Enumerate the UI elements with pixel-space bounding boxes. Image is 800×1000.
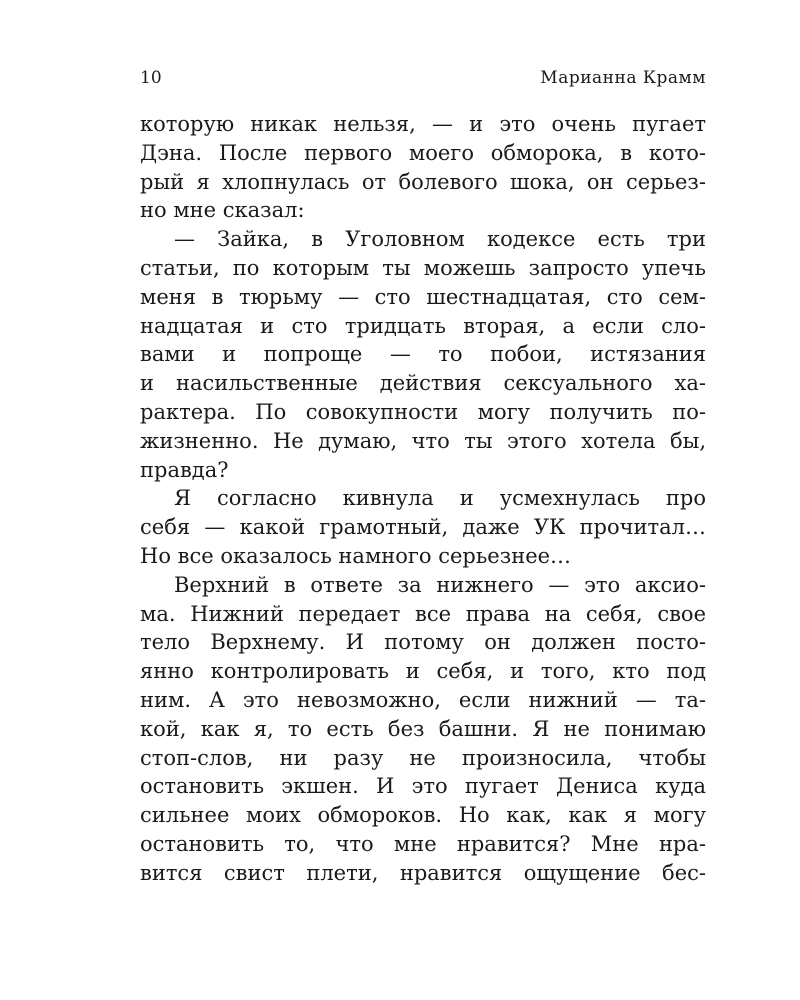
text-line: правда?	[140, 457, 229, 482]
text-line: и насильственные действия сексуального ха-	[140, 371, 706, 396]
text-line: но мне сказал:	[140, 198, 305, 223]
page-number: 10	[140, 68, 162, 88]
text-line: вится свист плети, нравится ощущение бес-	[140, 860, 706, 885]
text-line: сильнее моих обмороков. Но как, как я могу	[140, 803, 706, 828]
text-line: себя — какой грамотный, даже УК прочитал…	[140, 515, 706, 540]
text-line: Верхний в ответе за нижнего — это аксио-	[174, 572, 706, 597]
text-line: рый я хлопнулась от болевого шока, он серьез-	[140, 169, 706, 194]
text-line: которую никак нельзя, — и это очень пугает	[140, 112, 706, 136]
text-line: жизненно. Не думаю, что ты этого хотела бы,	[140, 428, 706, 453]
text-line: Дэна. После первого моего обморока, в кото-	[140, 140, 706, 165]
running-head-author: Марианна Крамм	[540, 68, 706, 88]
body-text	[140, 110, 706, 888]
text-line: Но все оказалось намного серьезнее…	[140, 543, 572, 568]
text-line: стоп-слов, ни разу не произносила, чтобы	[140, 745, 706, 770]
text-line: остановить то, что мне нравится? Мне нра-	[140, 831, 706, 856]
text-line: статьи, по которым ты можешь запросто упечь	[140, 255, 706, 280]
text-line: Я согласно кивнула и усмехнулась про	[174, 486, 706, 511]
text-line: тело Верхнему. И потому он должен посто-	[140, 630, 706, 655]
text-line: вами и попроще — то побои, истязания	[140, 342, 706, 367]
text-line: ним. А это невозможно, если нижний — та-	[140, 687, 706, 712]
running-header	[140, 68, 706, 92]
text-line: кой, как я, то есть без башни. Я не понимаю	[140, 716, 706, 741]
text-line: рактера. По совокупности могу получить по-	[140, 399, 706, 424]
text-line: — Зайка, в Уголовном кодексе есть три	[174, 227, 706, 252]
text-line: надцатая и сто тридцать вторая, а если сло-	[140, 313, 706, 338]
text-line: янно контролировать и себя, и того, кто под	[140, 659, 706, 684]
text-line: остановить экшен. И это пугает Дениса куда	[140, 774, 706, 799]
text-line: ма. Нижний передает все права на себя, свое	[140, 601, 706, 626]
text-line: меня в тюрьму — сто шестнадцатая, сто сем-	[140, 284, 706, 309]
